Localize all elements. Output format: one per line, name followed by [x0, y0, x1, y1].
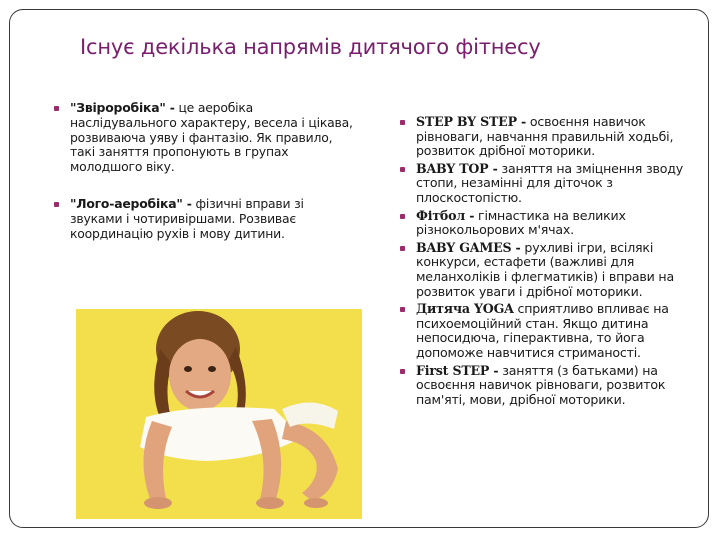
right-column	[400, 115, 685, 407]
list-item	[400, 162, 685, 206]
child-crow-pose-illustration	[76, 309, 362, 519]
item-heading: Фітбол -	[416, 207, 475, 223]
child-yoga-photo	[76, 309, 362, 519]
item-text: це аеробіка наслідувального характеру, весела і цікава, розвиваюча уяву і фантазію. Як правило, такі заняття пропонують в групах молодшого віку.	[70, 100, 353, 175]
item-text: сприятливо впливає на психоемоційний стан. Якщо дитина непосидюча, гіперактивна, то йога допоможе навчитися стриманості.	[416, 301, 669, 360]
bullet-icon	[400, 214, 405, 219]
item-text: заняття на зміцнення зводу стопи, незамінні для діточок з плоскостопістю.	[416, 160, 683, 205]
bullet-icon	[400, 120, 405, 125]
bullet-icon	[400, 167, 405, 172]
list-item	[400, 302, 685, 360]
bullet-icon	[400, 246, 405, 251]
list-item	[54, 101, 354, 175]
item-text: фізичні вправи зі звуками і чотиривіршами. Розвиває координацію рухів і мову дитини.	[70, 195, 304, 241]
list-item	[400, 241, 685, 299]
bullet-icon	[54, 202, 59, 207]
item-heading: First STEP -	[416, 362, 499, 378]
item-heading: BABY GAMES -	[416, 239, 521, 255]
item-text: гімнастика на великих різнокольорових м'ячах.	[416, 207, 626, 238]
item-heading: Дитяча YOGA	[416, 301, 514, 317]
item-text: освоєння навичок рівноваги, навчання правильній ходьбі, розвиток дрібної моторики.	[416, 114, 674, 159]
list-item	[400, 115, 685, 159]
list-item	[400, 364, 685, 408]
left-column	[54, 101, 354, 241]
item-text: рухливі ігри, всілякі конкурси, естафети (важливі для меланхоліків і флегматиків) і вправи на розвиток уваги і дрібної моторики.	[416, 239, 674, 299]
bullet-icon	[54, 106, 59, 111]
item-heading: BABY TOP -	[416, 160, 498, 176]
item-heading: "Звіроробіка" -	[70, 100, 175, 115]
item-heading: STEP BY STEP -	[416, 114, 527, 129]
list-item	[54, 197, 354, 241]
list-item	[400, 209, 685, 238]
item-heading: "Лого-аеробіка" -	[70, 195, 192, 211]
bullet-icon	[400, 369, 405, 374]
slide-title: Існує декілька напрямів дитячого фітнесу	[80, 35, 541, 59]
item-text: заняття (з батьками) на освоєння навичок рівноваги, розвиток пам'яті, мови, дрібної моторики.	[416, 362, 666, 407]
bullet-icon	[400, 307, 405, 312]
